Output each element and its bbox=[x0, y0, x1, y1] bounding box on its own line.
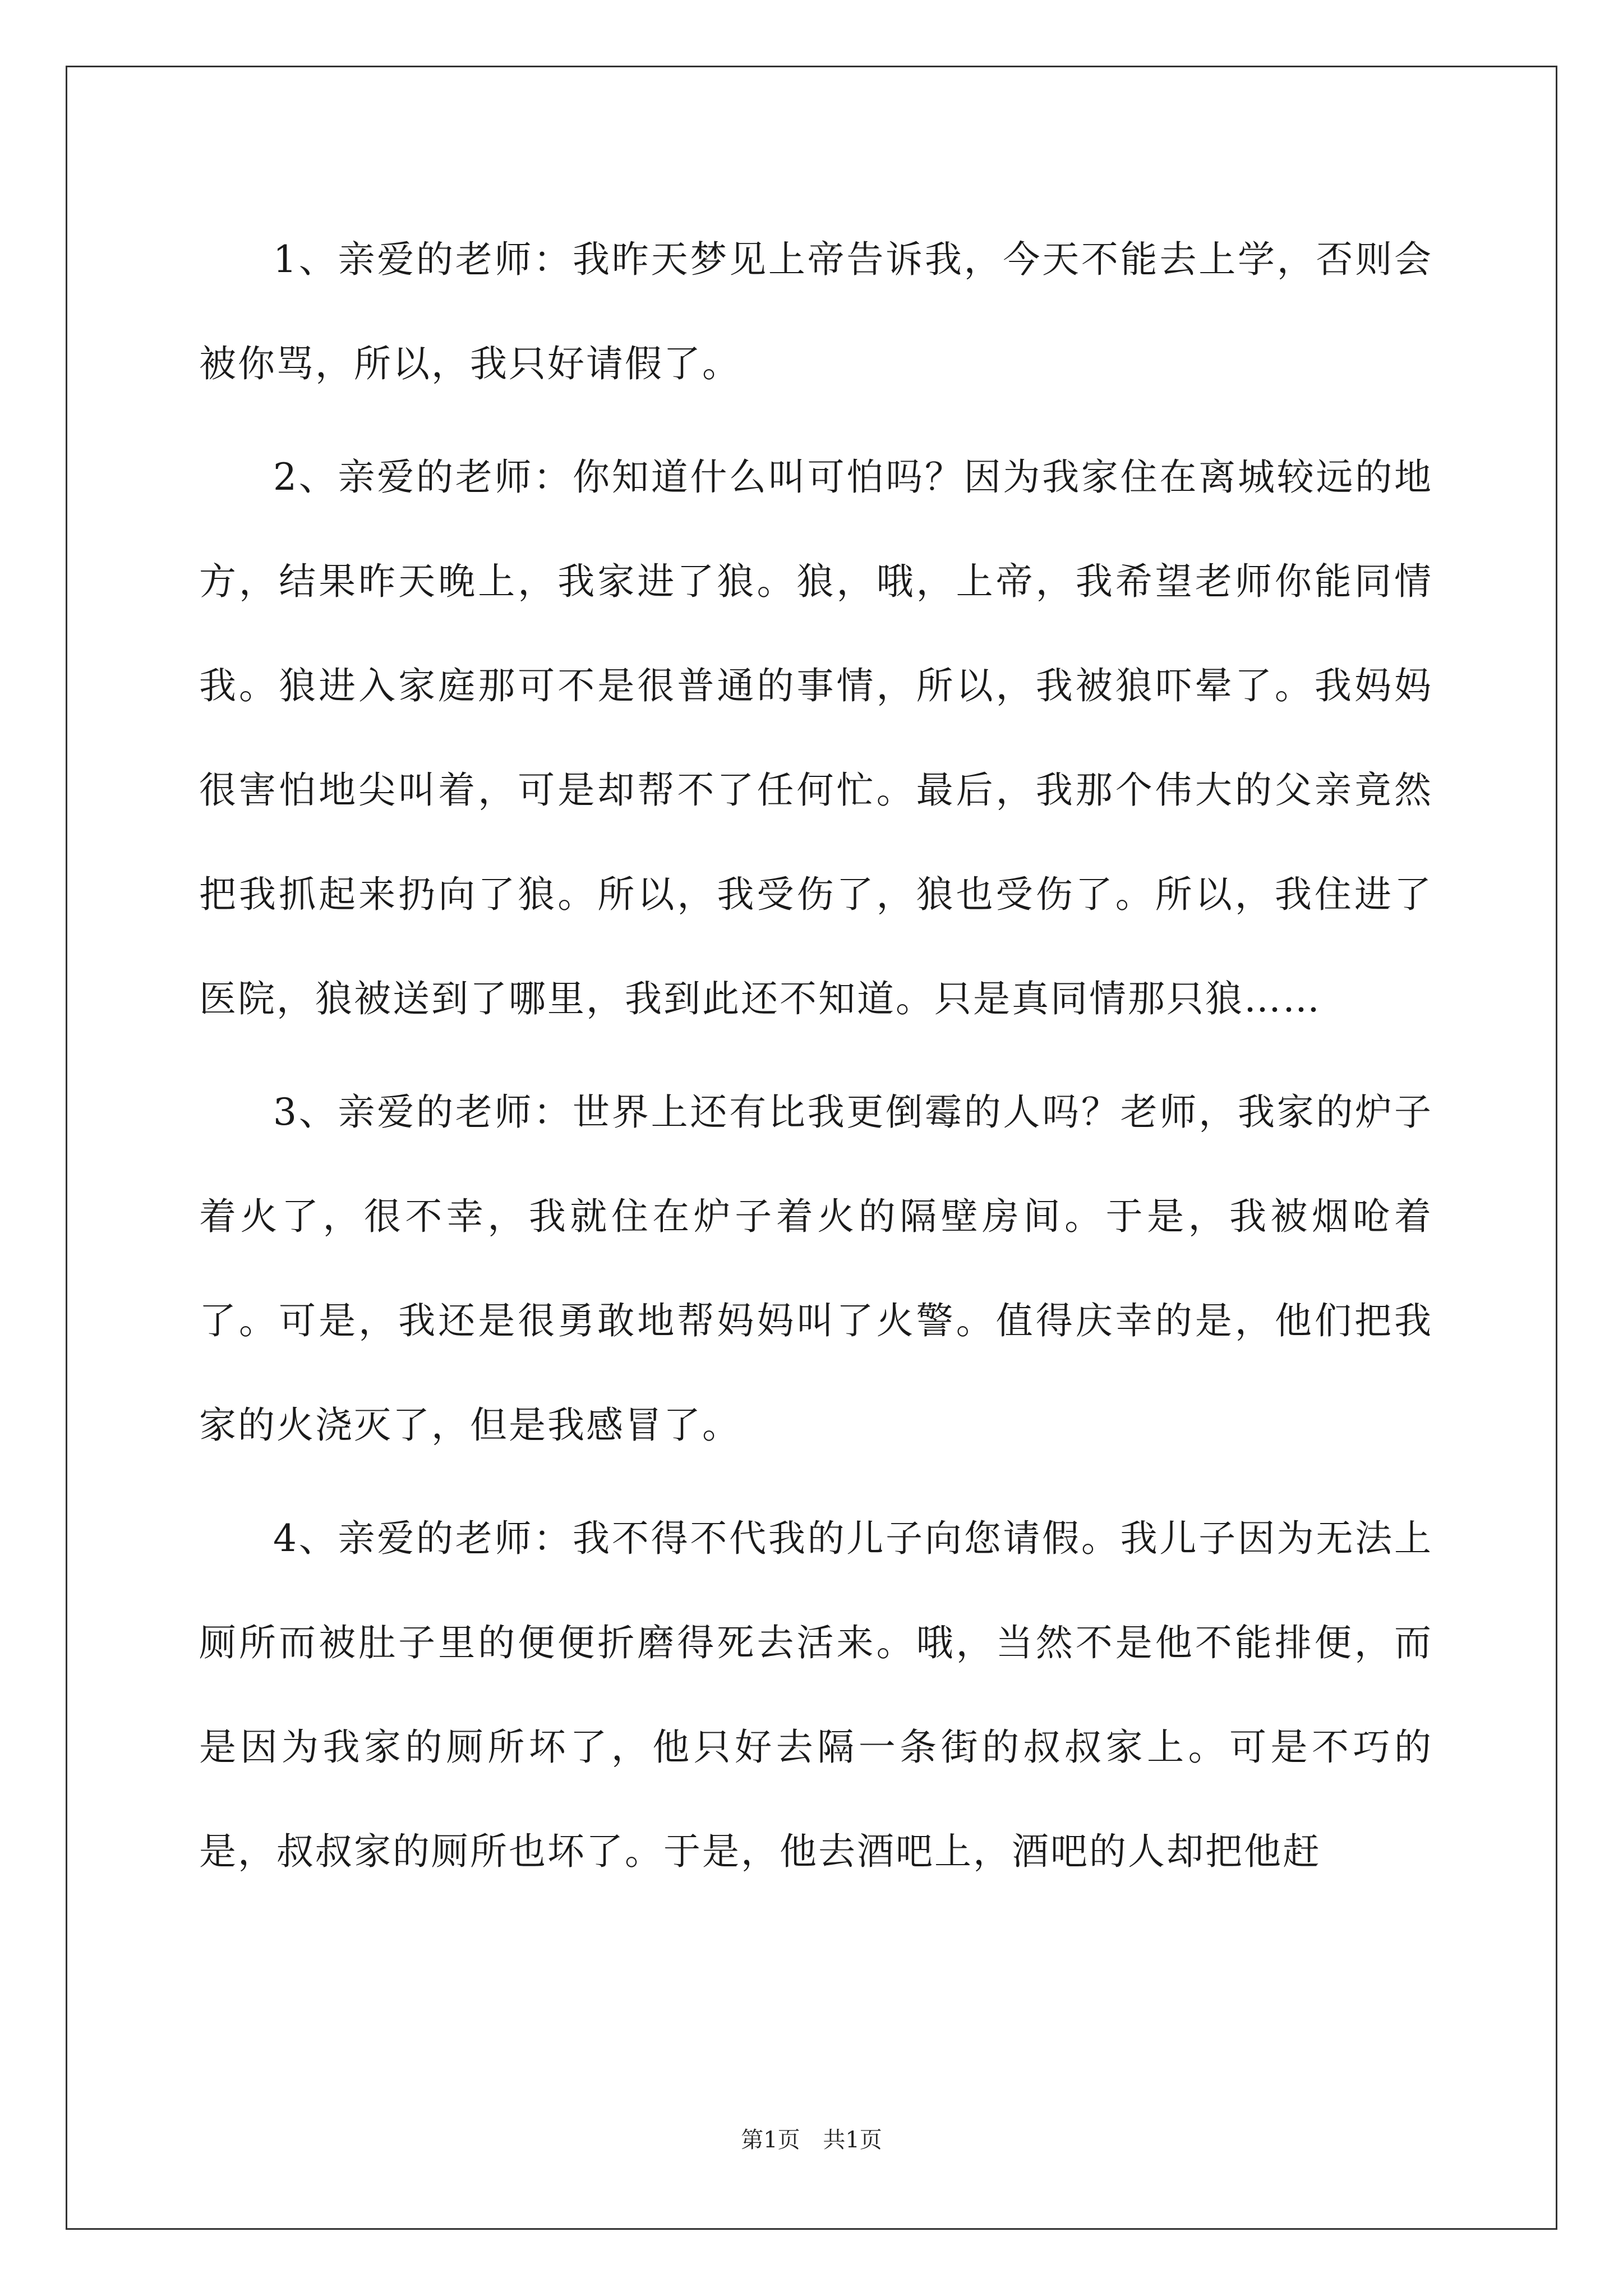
page-total: 共1页 bbox=[823, 2127, 882, 2153]
paragraph-3: 3、亲爱的老师：世界上还有比我更倒霉的人吗？老师，我家的炉子着火了，很不幸，我就住在炉子着火的隔壁房间。于是，我被烟呛着了。可是，我还是很勇敢地帮妈妈叫了火警。值得庆幸的是，他们把我家的火浇灭了，但是我感冒了。 bbox=[199, 1091, 1433, 1447]
paragraph-2: 2、亲爱的老师：你知道什么叫可怕吗？因为我家住在离城较远的地方，结果昨天晚上，我家进了狼。狼，哦，上帝，我希望老师你能同情我。狼进入家庭那可不是很普通的事情，所以，我被狼吓晕了。我妈妈很害怕地尖叫着，可是却帮不了任何忙。最后，我那个伟大的父亲竟然把我抓起来扔向了狼。所以，我受伤了，狼也受伤了。所以，我住进了医院，狼被送到了哪里，我到此还不知道。只是真同情那只狼…… bbox=[199, 455, 1433, 1020]
paragraph-1: 1、亲爱的老师：我昨天梦见上帝告诉我，今天不能去上学，否则会被你骂，所以，我只好请假了。 bbox=[199, 238, 1433, 385]
document-body bbox=[199, 208, 1433, 1913]
page-footer bbox=[0, 2126, 1623, 2154]
page-number: 第1页 bbox=[741, 2127, 800, 2153]
paragraph-4: 4、亲爱的老师：我不得不代我的儿子向您请假。我儿子因为无法上厕所而被肚子里的便便折磨得死去活来。哦，当然不是他不能排便，而是因为我家的厕所坏了，他只好去隔一条街的叔叔家上。可是不巧的是，叔叔家的厕所也坏了。于是，他去酒吧上，酒吧的人却把他赶 bbox=[199, 1517, 1433, 1873]
